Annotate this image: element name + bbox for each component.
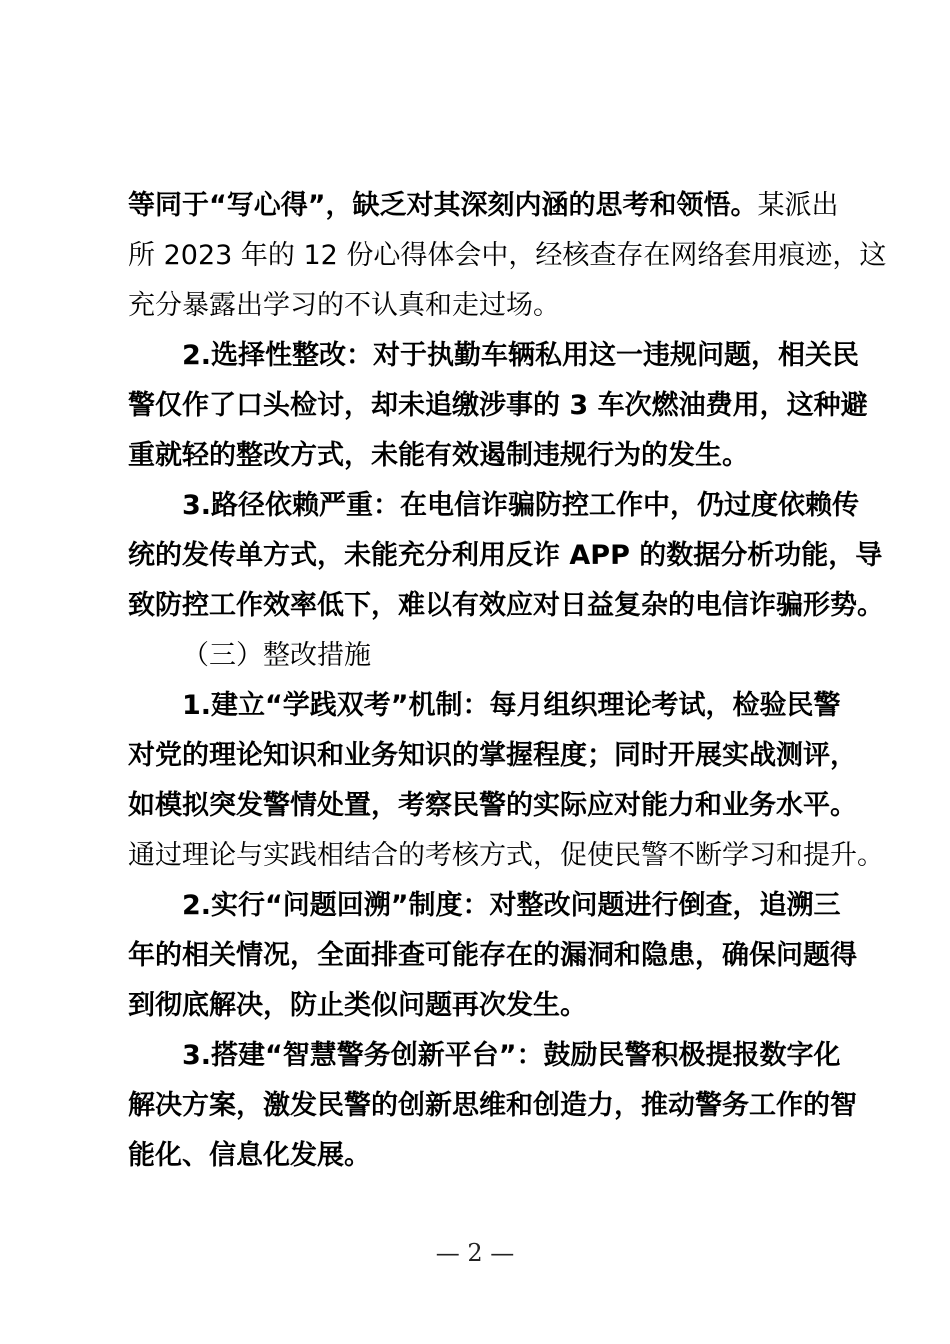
text-line: 1.建立“学践双考”机制：每月组织理论考试，检验民警 bbox=[182, 690, 841, 721]
text-line: 重就轻的整改方式，未能有效遏制违规行为的发生。 bbox=[128, 440, 749, 471]
text-line: 如模拟突发警情处置，考察民警的实际应对能力和业务水平。 bbox=[128, 790, 857, 821]
text-line: 3.路径依赖严重：在电信诈骗防控工作中，仍过度依赖传 bbox=[182, 490, 860, 521]
text-line: 警仅作了口头检讨，却未追缴涉事的 3 车次燃油费用，这种避 bbox=[128, 390, 868, 421]
text-line: 等同于“写心得”，缺乏对其深刻内涵的思考和领悟。某派出 bbox=[128, 190, 839, 221]
text-line: 年的相关情况，全面排查可能存在的漏洞和隐患，确保问题得 bbox=[128, 940, 857, 971]
page-number: — 2 — bbox=[435, 1239, 515, 1267]
text-line: 2.实行“问题回溯”制度：对整改问题进行倒查，追溯三 bbox=[182, 890, 841, 921]
text-line: 致防控工作效率低下，难以有效应对日益复杂的电信诈骗形势。 bbox=[128, 590, 884, 621]
text-line: 到彻底解决，防止类似问题再次发生。 bbox=[128, 990, 587, 1021]
text-line: 2.选择性整改：对于执勤车辆私用这一违规问题，相关民 bbox=[182, 340, 860, 371]
text-line: 所 2023 年的 12 份心得体会中，经核查存在网络套用痕迹，这 bbox=[128, 240, 887, 271]
text-line: 能化、信息化发展。 bbox=[128, 1140, 371, 1171]
text-line: 统的发传单方式，未能充分利用反诈 APP 的数据分析功能，导 bbox=[128, 540, 883, 571]
section-heading: （三）整改措施 bbox=[182, 640, 371, 671]
text-line: 充分暴露出学习的不认真和走过场。 bbox=[128, 290, 560, 321]
text-line: 通过理论与实践相结合的考核方式，促使民警不断学习和提升。 bbox=[128, 840, 884, 871]
text-line: 解决方案，激发民警的创新思维和创造力，推动警务工作的智 bbox=[128, 1090, 857, 1121]
text-line: 对党的理论知识和业务知识的掌握程度；同时开展实战测评， bbox=[128, 740, 857, 771]
text-line: 3.搭建“智慧警务创新平台”：鼓励民警积极提报数字化 bbox=[182, 1040, 841, 1071]
